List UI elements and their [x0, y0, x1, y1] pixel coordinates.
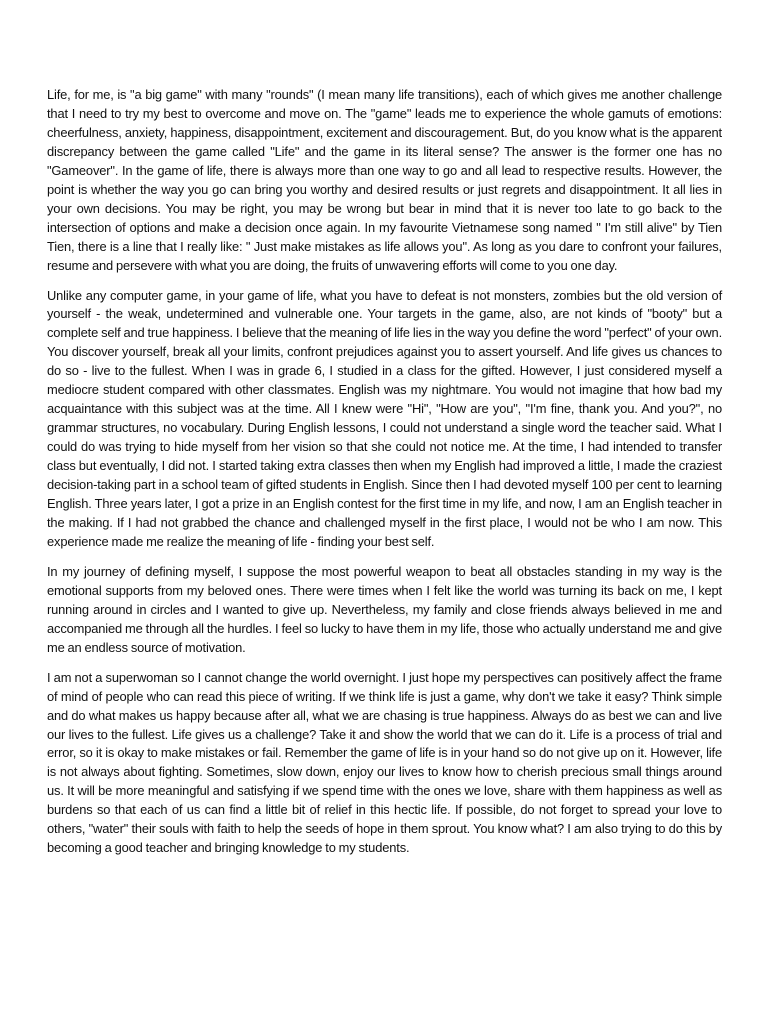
essay-body [47, 86, 722, 869]
paragraph-3: In my journey of defining myself, I suppose the most powerful weapon to beat all obstacles standing in my way is the emotional supports from my beloved ones. There were times when I felt like the world was turning its back on me, I kept running around in circles and I wanted to give up. Nevertheless, my family and close friends always believed in me and accompanied me through all the hurdles. I feel so lucky to have them in my life, those who actually understand me and give me an endless source of motivation. [47, 563, 722, 655]
paragraph-2: Unlike any computer game, in your game of life, what you have to defeat is not monsters, zombies but the old version of yourself - the weak, undetermined and vulnerable one. Your targets in the game, also, are not kinds of "booty" but a complete self and true happiness. I believe that the meaning of life lies in the way you define the word "perfect" of your own. You discover yourself, break all your limits, confront prejudices against you to assert yourself. And life gives us chances to do so - live to the fullest. When I was in grade 6, I studied in a class for the gifted. However, I just considered myself a mediocre student compared with other classmates. English was my nightmare. You would not imagine that how bad my acquaintance with this subject was at the time. All I knew were "Hi", "How are you", "I'm fine, thank you. And you?", no grammar structures, no vocabulary. During English lessons, I could not understand a single word the teacher said. What I could do was trying to hide myself from her vision so that she could not notice me. At the time, I had intended to transfer class but eventually, I did not. I started taking extra classes then when my English had improved a little, I made the craziest decision-taking part in a school team of gifted students in English. Since then I had devoted myself 100 per cent to learning English. Three years later, I got a prize in an English contest for the first time in my life, and now, I am an English teacher in the making. If I had not grabbed the chance and challenged myself in the first place, I would not be who I am now. This experience made me realize the meaning of life - finding your best self. [47, 287, 722, 549]
paragraph-1: Life, for me, is "a big game" with many "rounds" (I mean many life transitions), each of which gives me another challenge that I need to try my best to overcome and move on. The "game" leads me to experience the whole gamuts of emotions: cheerfulness, anxiety, happiness, disappointment, excitement and discouragement. But, do you know what is the apparent discrepancy between the game called "Life" and the game in its literal sense? The answer is the former one has no "Gameover". In the game of life, there is always more than one way to go and all lead to respective results. However, the point is whether the way you go can bring you worthy and desired results or just regrets and disappointment. It all lies in your own decisions. You may be right, you may be wrong but bear in mind that it is never too late to go back to the intersection of options and make a decision once again. In my favourite Vietnamese song named " I'm still alive" by Tien Tien, there is a line that I really like: " Just make mistakes as life allows you". As long as you dare to confront your failures, resume and persevere with what you are doing, the fruits of unwavering efforts will come to you one day. [47, 87, 722, 273]
paragraph-4: I am not a superwoman so I cannot change the world overnight. I just hope my perspectives can positively affect the frame of mind of people who can read this piece of writing. If we think life is just a game, why don't we take it easy? Think simple and do what makes us happy because after all, what we are chasing is true happiness. Always do as best we can and live our lives to the fullest. Life gives us a challenge? Take it and show the world that we can do it. Life is a process of trial and error, so it is okay to make mistakes or fail. Remember the game of life is in your hand so do not give up on it. However, life is not always about fighting. Sometimes, slow down, enjoy our lives to know how to cherish precious small things around us. It will be more meaningful and satisfying if we spend time with the ones we love, share with them happiness as well as burdens so that each of us can find a little bit of relief in this hectic life. If possible, do not forget to spread your love to others, "water" their souls with faith to help the seeds of hope in them sprout. You know what? I am also trying to do this by becoming a good teacher and bringing knowledge to my students. [47, 669, 722, 856]
